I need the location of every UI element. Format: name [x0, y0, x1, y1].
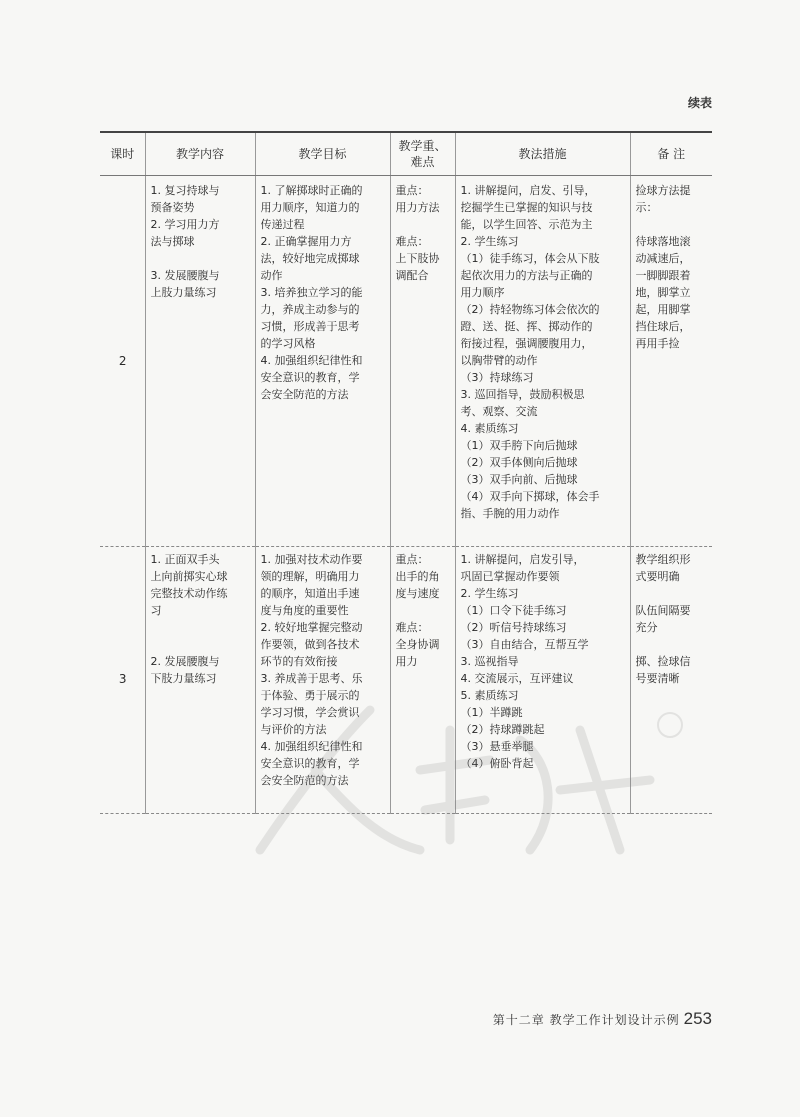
page-footer: [493, 1009, 712, 1029]
chapter-title: 第十二章 教学工作计划设计示例: [492, 1013, 680, 1027]
cell-line: 5. 素质练习: [460, 689, 519, 702]
cell-line: 习: [150, 604, 162, 617]
table-row: [100, 176, 712, 547]
cell-line: （1）口令下徒手练习: [460, 604, 567, 617]
cell-line: （2）持轻物练习体会依次的: [460, 303, 600, 316]
cell-line: 与评价的方法: [260, 723, 327, 736]
content-cell: [145, 176, 255, 547]
cell-line: 上下肢协: [395, 252, 440, 265]
header-notes: 备 注: [630, 132, 712, 176]
cell-line: 蹬、送、挺、挥、掷动作的: [460, 320, 593, 333]
methods-cell: [455, 176, 630, 547]
cell-line: 2. 正确掌握用力方: [260, 235, 352, 248]
cell-line: （1）半蹲跳: [460, 706, 523, 719]
cell-line: 2. 学习用力方: [150, 218, 220, 231]
cell-line: 3. 发展腰腹与: [150, 269, 220, 282]
cell-line: 号要清晰: [635, 672, 680, 685]
cell-line: 用力方法: [395, 201, 440, 214]
cell-line: 4. 加强组织纪律性和: [260, 354, 363, 367]
cell-line: 全身协调: [395, 638, 440, 651]
cell-line: 掷、捡球信: [635, 655, 691, 668]
cell-line: 挡住球后，: [635, 320, 691, 333]
cell-gap: [396, 602, 451, 619]
cell-line: 地，脚掌立: [635, 286, 691, 299]
cell-line: 2. 学生练习: [460, 587, 519, 600]
cell-line: 4. 加强组织纪律性和: [260, 740, 363, 753]
cell-line: 作要领，做到各技术: [260, 638, 360, 651]
cell-line: （4）俯卧背起: [460, 757, 534, 770]
cell-line: 传递过程: [260, 218, 305, 231]
cell-line: 待球落地滚: [635, 235, 691, 248]
header-methods: 教法措施: [455, 132, 630, 176]
cell-line: 下肢力量练习: [150, 672, 217, 685]
cell-line: 用力: [395, 655, 418, 668]
cell-line: 的学习风格: [260, 337, 316, 350]
cell-line: 挖掘学生已掌握的知识与技: [460, 201, 593, 214]
page-number: 253: [683, 1009, 712, 1028]
cell-line: 领的理解，明确用力: [260, 570, 360, 583]
cell-line: 3. 培养独立学习的能: [260, 286, 363, 299]
cell-line: 出手的角: [395, 570, 440, 583]
table-header-row: [100, 132, 712, 176]
cell-line: 指、手腕的用力动作: [460, 507, 560, 520]
cell-line: 重点：: [395, 184, 429, 197]
cell-line: 捡球方法提: [635, 184, 691, 197]
cell-line: 衔接过程，强调腰腹用力，: [460, 337, 593, 350]
cell-line: 3. 巡视指导: [460, 655, 519, 668]
publisher-watermark: [220, 700, 690, 860]
cell-line: 再用手捡: [635, 337, 680, 350]
cell-line: （2）听信号持球练习: [460, 621, 567, 634]
continued-label: 续表: [687, 96, 712, 110]
cell-line: （4）双手向下掷球，体会手: [460, 490, 600, 503]
cell-line: 2. 较好地掌握完整动: [260, 621, 363, 634]
period-cell: 3: [100, 547, 145, 814]
cell-line: 完整技术动作练: [150, 587, 228, 600]
cell-line: 力，养成主动参与的: [260, 303, 360, 316]
cell-line: （2）持球蹲跳起: [460, 723, 545, 736]
header-key-points: [390, 132, 455, 176]
cell-gap: [151, 250, 251, 267]
cell-line: （3）双手向前、后抛球: [460, 473, 578, 486]
cell-line: 1. 讲解提问，启发引导，: [460, 553, 585, 566]
header-key-points-text: 教学重、难点: [398, 139, 447, 169]
cell-line: 调配合: [395, 269, 429, 282]
cell-line: 1. 讲解提问，启发、引导，: [460, 184, 596, 197]
cell-line: 以胸带臂的动作: [460, 354, 538, 367]
key-points-cell: [390, 176, 455, 547]
cell-gap: [636, 216, 709, 233]
cell-gap: [396, 216, 451, 233]
cell-line: 示：: [635, 201, 658, 214]
cell-line: 动减速后，: [635, 252, 691, 265]
cell-line: 难点：: [395, 235, 429, 248]
cell-gap: [636, 636, 709, 653]
cell-line: 3. 养成善于思考、乐: [260, 672, 363, 685]
cell-line: 3. 巡回指导，鼓励积极思: [460, 388, 585, 401]
period-cell: 2: [100, 176, 145, 547]
cell-line: 动作: [260, 269, 283, 282]
notes-cell: [630, 176, 712, 547]
cell-line: （3）持球练习: [460, 371, 534, 384]
cell-line: 学习习惯，学会赏识: [260, 706, 360, 719]
cell-line: 度与角度的重要性: [260, 604, 349, 617]
cell-line: 4. 交流展示，互评建议: [460, 672, 574, 685]
cell-gap: [151, 636, 251, 653]
cell-line: 4. 素质练习: [460, 422, 519, 435]
cell-line: 上肢力量练习: [150, 286, 217, 299]
cell-line: 会安全防范的方法: [260, 388, 349, 401]
cell-line: （3）悬垂举腿: [460, 740, 534, 753]
cell-line: （1）徒手练习，体会从下肢: [460, 252, 600, 265]
cell-line: 会安全防范的方法: [260, 774, 349, 787]
cell-line: 习惯，形成善于思考: [260, 320, 360, 333]
cell-line: 起，用脚掌: [635, 303, 691, 316]
cell-line: 能，以学生回答、示范为主: [460, 218, 593, 231]
cell-line: 式要明确: [635, 570, 680, 583]
cell-line: 重点：: [395, 553, 429, 566]
cell-line: 安全意识的教育，学: [260, 757, 360, 770]
cell-line: 安全意识的教育，学: [260, 371, 360, 384]
cell-line: 教学组织形: [635, 553, 691, 566]
cell-line: 一脚脚跟着: [635, 269, 691, 282]
header-goals: 教学目标: [255, 132, 390, 176]
cell-line: 起依次用力的方法与正确的: [460, 269, 593, 282]
cell-line: 上向前掷实心球: [150, 570, 228, 583]
header-period: 课时: [100, 132, 145, 176]
cell-line: 1. 复习持球与: [150, 184, 220, 197]
cell-line: 巩固已掌握动作要领: [460, 570, 560, 583]
cell-line: 1. 了解掷球时正确的: [260, 184, 363, 197]
cell-line: 用力顺序，知道力的: [260, 201, 360, 214]
cell-line: 2. 学生练习: [460, 235, 519, 248]
cell-line: 度与速度: [395, 587, 440, 600]
cell-line: 充分: [635, 621, 658, 634]
cell-line: 预备姿势: [150, 201, 195, 214]
cell-line: 法与掷球: [150, 235, 195, 248]
cell-line: （1）双手胯下向后抛球: [460, 439, 578, 452]
cell-line: （2）双手体侧向后抛球: [460, 456, 578, 469]
cell-gap: [151, 619, 251, 636]
cell-line: 用力顺序: [460, 286, 505, 299]
cell-line: （3）自由结合，互帮互学: [460, 638, 589, 651]
cell-line: 于体验、勇于展示的: [260, 689, 360, 702]
header-content: 教学内容: [145, 132, 255, 176]
cell-line: 难点：: [395, 621, 429, 634]
cell-gap: [636, 585, 709, 602]
cell-line: 1. 正面双手头: [150, 553, 220, 566]
cell-line: 队伍间隔要: [635, 604, 691, 617]
cell-line: 环节的有效衔接: [260, 655, 338, 668]
cell-line: 2. 发展腰腹与: [150, 655, 220, 668]
cell-line: 考、观察、交流: [460, 405, 538, 418]
cell-line: 法，较好地完成掷球: [260, 252, 360, 265]
cell-line: 的顺序，知道出手速: [260, 587, 360, 600]
goals-cell: [255, 176, 390, 547]
cell-line: 1. 加强对技术动作要: [260, 553, 363, 566]
